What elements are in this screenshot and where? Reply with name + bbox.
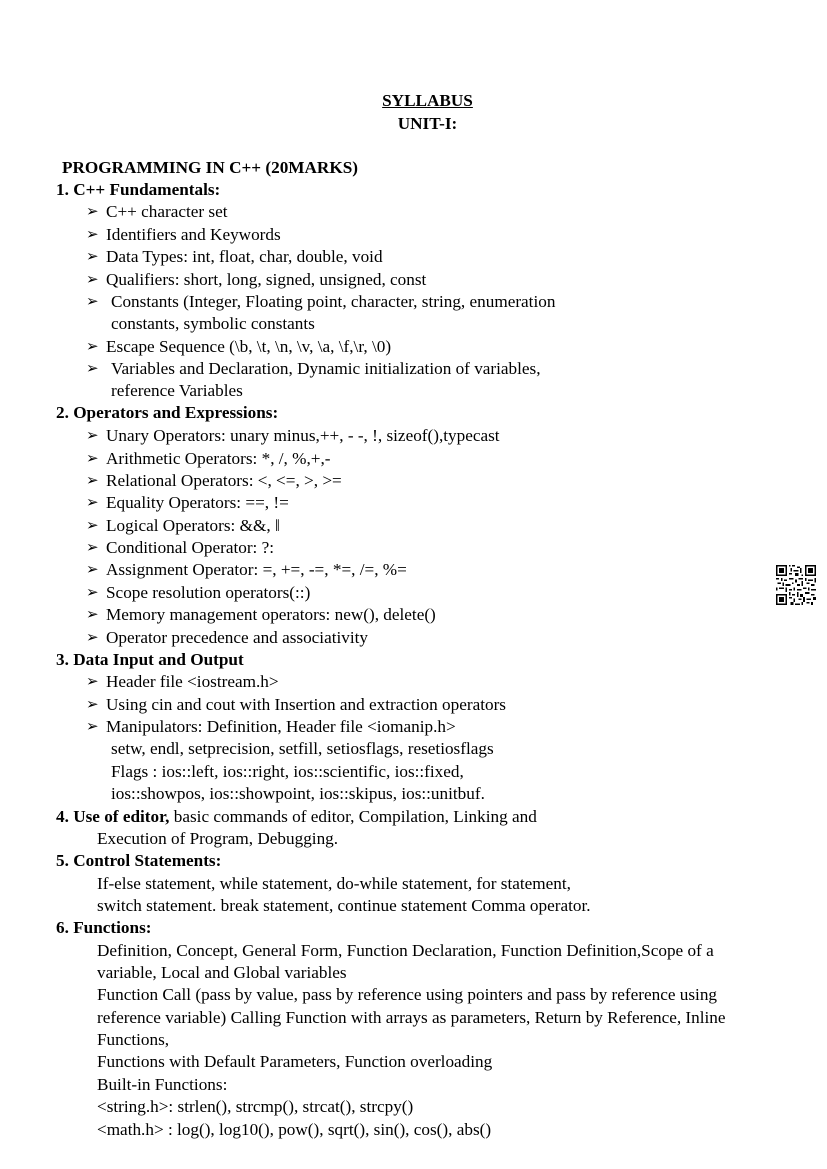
list-item-continuation: constants, symbolic constants: [111, 314, 315, 333]
paragraph-line: Function Call (pass by value, pass by reference using pointers and pass by reference using: [97, 985, 718, 1004]
bullet-icon: ➢: [86, 540, 99, 556]
bullet-icon: ➢: [86, 227, 99, 243]
bullet-icon: ➢: [86, 451, 99, 467]
bullet-icon: ➢: [86, 204, 99, 220]
bullet-icon: ➢: [86, 674, 99, 690]
list-item: Equality Operators: ==, !=: [106, 493, 289, 512]
section-heading: 5. Control Statements:: [56, 851, 222, 870]
list-item: Logical Operators: &&, ǁ: [106, 516, 280, 535]
paragraph-line: Definition, Concept, General Form, Function Declaration, Function Definition,Scope of a: [97, 941, 714, 960]
paragraph-line: Functions,: [97, 1030, 170, 1049]
bullet-icon: ➢: [86, 249, 99, 265]
list-item: Scope resolution operators(::): [106, 583, 311, 602]
list-item: C++ character set: [106, 202, 228, 221]
paragraph-line: switch statement. break statement, continue statement Comma operator.: [97, 896, 591, 915]
bullet-icon: ➢: [86, 697, 99, 713]
list-item: Operator precedence and associativity: [106, 628, 368, 647]
bullet-icon: ➢: [86, 495, 99, 511]
section-heading: 4. Use of editor,: [56, 807, 170, 826]
bullet-icon: ➢: [86, 272, 99, 288]
section-heading: 2. Operators and Expressions:: [56, 403, 279, 422]
bullet-icon: ➢: [86, 339, 99, 355]
list-item: Header file <iostream.h>: [106, 672, 279, 691]
list-item: Arithmetic Operators: *, /, %,+,-: [106, 449, 331, 468]
list-item: Relational Operators: <, <=, >, >=: [106, 471, 342, 490]
section-4-text: basic commands of editor, Compilation, Linking and: [169, 807, 537, 826]
list-item-continuation: ios::showpos, ios::showpoint, ios::skipus, ios::unitbuf.: [111, 784, 485, 803]
bullet-icon: ➢: [86, 294, 99, 310]
bullet-icon: ➢: [86, 361, 99, 377]
list-item-continuation: setw, endl, setprecision, setfill, setiosflags, resetiosflags: [111, 739, 494, 758]
list-item: Assignment Operator: =, +=, -=, *=, /=, %=: [106, 560, 407, 579]
list-item: Variables and Declaration, Dynamic initialization of variables,: [111, 359, 541, 378]
list-item: Memory management operators: new(), delete(): [106, 605, 436, 624]
list-item: Data Types: int, float, char, double, void: [106, 247, 383, 266]
qr-code-icon: [776, 565, 816, 605]
section-heading: 6. Functions:: [56, 918, 152, 937]
list-item-continuation: reference Variables: [111, 381, 243, 400]
syllabus-title: SYLLABUS: [382, 91, 473, 110]
bullet-icon: ➢: [86, 473, 99, 489]
bullet-icon: ➢: [86, 607, 99, 623]
paragraph-line: <math.h> : log(), log10(), pow(), sqrt(), sin(), cos(), abs(): [97, 1120, 492, 1139]
unit-title: UNIT-I:: [397, 114, 458, 133]
list-item: Constants (Integer, Floating point, character, string, enumeration: [111, 292, 556, 311]
list-item: Qualifiers: short, long, signed, unsigned, const: [106, 270, 427, 289]
list-item: Manipulators: Definition, Header file <iomanip.h>: [106, 717, 456, 736]
list-item: Identifiers and Keywords: [106, 225, 281, 244]
bullet-icon: ➢: [86, 719, 99, 735]
bullet-icon: ➢: [86, 585, 99, 601]
paragraph-line: <string.h>: strlen(), strcmp(), strcat(), strcpy(): [97, 1097, 414, 1116]
paragraph-line: reference variable) Calling Function with arrays as parameters, Return by Reference, Inline: [97, 1008, 726, 1027]
paragraph-line: Functions with Default Parameters, Function overloading: [97, 1052, 493, 1071]
section-heading: 3. Data Input and Output: [56, 650, 244, 669]
paragraph-line: Execution of Program, Debugging.: [97, 829, 339, 848]
list-item: Conditional Operator: ?:: [106, 538, 275, 557]
bullet-icon: ➢: [86, 630, 99, 646]
list-item-continuation: Flags : ios::left, ios::right, ios::scientific, ios::fixed,: [111, 762, 464, 781]
bullet-icon: ➢: [86, 562, 99, 578]
bullet-icon: ➢: [86, 518, 99, 534]
paragraph-line: Built-in Functions:: [97, 1075, 228, 1094]
paragraph-line: If-else statement, while statement, do-while statement, for statement,: [97, 874, 571, 893]
list-item: Escape Sequence (\b, \t, \n, \v, \a, \f,\r, \0): [106, 337, 392, 356]
section-4-line: [56, 806, 537, 828]
course-title: PROGRAMMING IN C++ (20MARKS): [62, 158, 358, 177]
list-item: Unary Operators: unary minus,++, - -, !, sizeof(),typecast: [106, 426, 500, 445]
paragraph-line: variable, Local and Global variables: [97, 963, 347, 982]
list-item: Using cin and cout with Insertion and extraction operators: [106, 695, 506, 714]
bullet-icon: ➢: [86, 428, 99, 444]
section-heading: 1. C++ Fundamentals:: [56, 180, 221, 199]
